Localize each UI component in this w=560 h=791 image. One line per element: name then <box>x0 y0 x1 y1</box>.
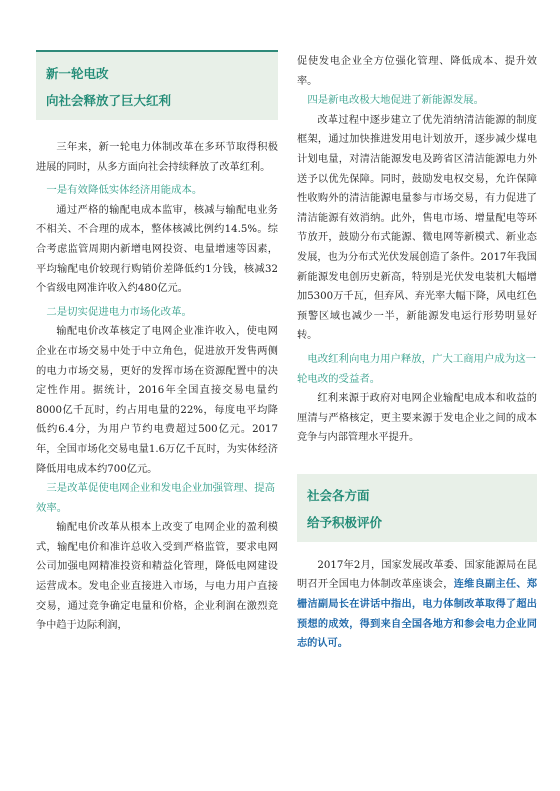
section-heading-reform-dividend <box>36 50 278 120</box>
heading2-line-1: 社会各方面 <box>307 487 370 503</box>
point-5-title: 电改红利向电力用户释放，广大工商用户成为这一轮电改的受益者。 <box>297 352 536 385</box>
point-4-title: 四是新电改极大地促进了新能源发展。 <box>307 94 485 107</box>
point-5-body: 红利来源于政府对电网企业输配电成本和收益的厘清与严格核定，更主要来源于发电企业之间的成本竞争与内部管理水平提升。 <box>297 393 537 444</box>
point-1-body: 通过严格的输配电成本监审，核减与输配电业务不相关、不合理的成本，整体核减比例约14.5%。综合考虑监管周期内新增电网投资、电量增速等因素，平均输配电价较现行购销价差降低约1分钱，核减32个省级电网准许收入约480亿元。 <box>36 204 278 295</box>
heading-line-2: 向社会释放了巨大红利 <box>46 93 172 108</box>
point-1-title: 一是有效降低实体经济用能成本。 <box>46 184 203 197</box>
heading-line-1: 新一轮电改 <box>46 66 109 81</box>
point-3-body: 输配电价改革从根本上改变了电网企业的盈利模式，输配电价和准许总收入受到严格监管，要求电网公司加强电网精准投资和精益化管理，降低电网建设运营成本。发电企业直接进入市场，与电力用户直接交易，通过竞争确定电量和价格，企业利润在激烈竞争中趋于边际利润， <box>36 522 278 632</box>
continued-text: 促使发电企业全方位强化管理、降低成本、提升效率。 <box>297 56 537 87</box>
point-2-title: 二是切实促进电力市场化改革。 <box>46 305 192 318</box>
evaluation-highlight: 连维良副主任、郑栅洁副局长在讲话中指出，电力体制改革取得了超出预想的成效，得到来自全国各地方和参会电力企业同志的认可。 <box>297 579 538 650</box>
point-4-body: 改革过程中逐步建立了优先消纳清洁能源的制度框架，通过加快推进发用电计划放开，逐步减少煤电计划电量，对清洁能源发电及跨省区清洁能源电力外送予以优先保障。同时，鼓励发电权交易，允许保障性收购外的清洁能源电量参与市场交易，有力促进了清洁能源有效消纳。此外，售电市场、增量配电等环节放开，鼓励分布式能源、微电网等新模式、新业态发展，也为分布式光伏发展创造了条件。2017年我国新能源发电创历史新高，特别是光伏发电装机大幅增加5300万千瓦，但弃风、弃光率大幅下降，风电红色预警区域也减少一半，新能源发电运行形势明显好转。 <box>297 114 537 342</box>
section-heading-evaluation <box>297 474 537 542</box>
evaluation-paragraph <box>297 556 537 654</box>
evaluation-text: 2017年2月，国家发展改革委、国家能源局在昆明召开全国电力体制改革座谈会， <box>297 559 537 591</box>
heading2-line-2: 给予积极评价 <box>307 514 383 530</box>
point-3-title: 三是改革促使电网企业和发电企业加强管理、提高效率。 <box>36 482 275 514</box>
left-column <box>36 0 278 636</box>
point-2-body: 输配电价改革核定了电网企业准许收入，使电网企业在市场交易中处于中立角色，促进放开发售两侧的电力市场交易，更好的发挥市场在资源配置中的决定性作用。据统计，2016年全国直接交易电量约8000亿千瓦时，约占用电量的22%，每度电平均降低约6.4分，为用户节约电费超过500亿元。2017年，全国市场化交易电量1.6万亿千瓦时，为实体经济降低用电成本约700亿元。 <box>36 326 278 475</box>
right-column <box>297 0 537 654</box>
intro-paragraph: 三年来，新一轮电力体制改革在多环节取得积极进展的同时，从多方面向社会持续释放了改革红利。 <box>36 142 278 173</box>
